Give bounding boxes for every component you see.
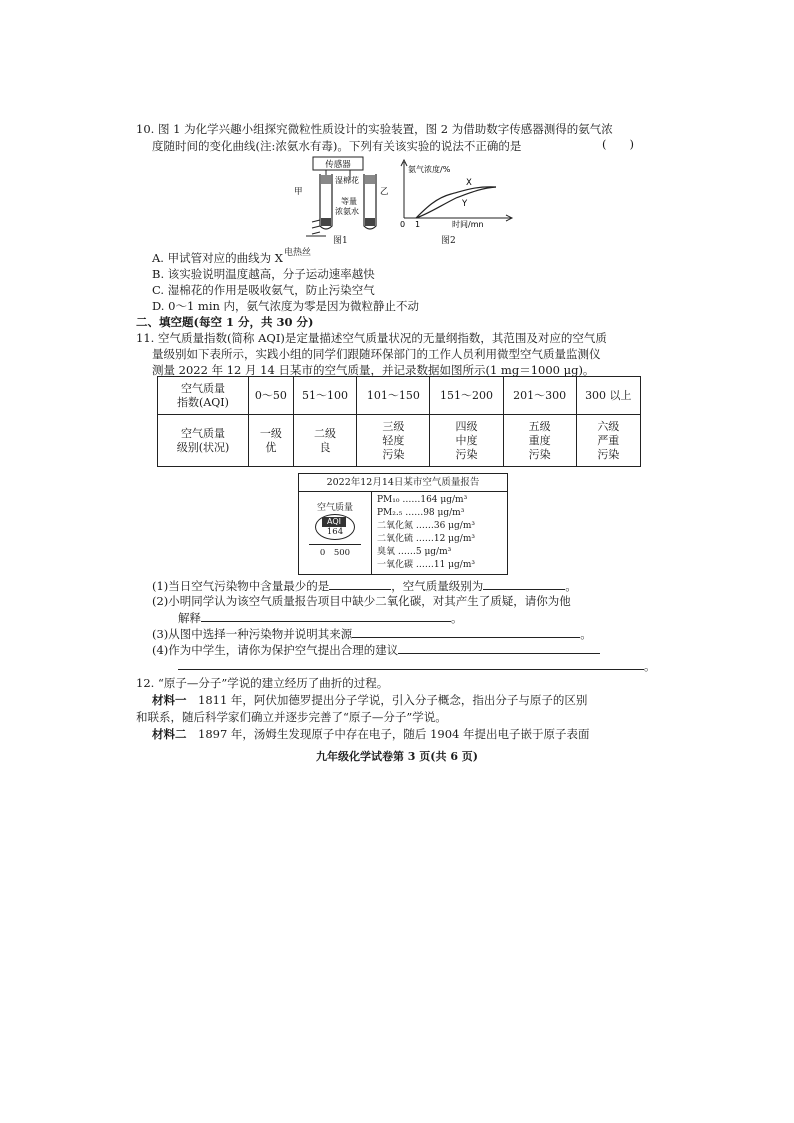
aqi-level-cell: 一级 优 <box>249 415 294 467</box>
fig1-sensor-label: 传感器 <box>325 160 351 170</box>
aqi-header-cell: 空气质量 指数(AQI) <box>158 377 249 415</box>
page-footer: 九年级化学试卷第 3 页(共 6 页) <box>315 750 479 763</box>
answer-blank-3[interactable] <box>201 609 451 622</box>
pollutant-item: 二氧化氮 ……36 μg/m³ <box>377 521 475 531</box>
aqi-level-cell: 五级 重度 污染 <box>503 415 576 467</box>
gauge-label: 空气质量 <box>316 503 353 513</box>
answer-blank-2[interactable] <box>483 577 565 590</box>
q12-material2-line1: 材料二 1897 年，汤姆生发现原子中存在电子，随后 1904 年提出电子嵌于原子表面 <box>152 727 590 741</box>
pollutant-item: PM₂.₅ ……98 μg/m³ <box>377 508 465 518</box>
fig1-wire-label: 电热丝 <box>284 248 312 258</box>
fig2-curve-y-label: Y <box>462 199 468 209</box>
gauge-aqi-label: AQI <box>322 517 346 527</box>
fig1-cotton-label: 湿棉花 <box>335 176 359 185</box>
answer-blank-1[interactable] <box>329 577 391 590</box>
fig2-caption: 图2 <box>441 236 456 246</box>
q11-stem-line2: 量级别如下表所示，实践小组的同学们跟随环保部门的工作人员利用微型空气质量监测仪 <box>152 347 601 361</box>
fig2-xtick-1: 1 <box>415 220 421 229</box>
gauge-scale: 0 500 <box>319 548 351 558</box>
aqi-range-cell: 101～150 <box>357 377 430 415</box>
q12-material1-line2: 和联系，随后科学家们确立并逐步完善了“原子—分子”学说。 <box>136 710 447 724</box>
aqi-range-cell: 300 以上 <box>576 377 640 415</box>
answer-blank-5[interactable] <box>398 641 600 654</box>
q11-sub3: (3)从图中选择一种污染物并说明其来源 。 <box>152 627 592 641</box>
fig2-xlabel: 时间/mn <box>452 220 484 229</box>
wet-cotton-right <box>365 175 375 184</box>
pollutant-item: 二氧化硫 ……12 μg/m³ <box>377 534 475 544</box>
q12-material1-line1: 材料一 1811 年，阿伏加德罗提出分子学说，引入分子概念，指出分子与原子的区别 <box>152 693 588 707</box>
q12-stem: 12. “原子—分子”学说的建立经历了曲折的过程。 <box>136 676 389 690</box>
q11-sub4: (4)作为中学生，请你为保护空气提出合理的建议 <box>152 641 600 658</box>
fig1-yi-label: 乙 <box>380 187 389 197</box>
q11-sub1: (1)当日空气污染物中含量最少的是 ，空气质量级别为 。 <box>152 579 577 593</box>
q10-stem-line2: 度随时间的变化曲线(注:浓氨水有毒)。下列有关该实验的说法不正确的是 <box>152 139 522 153</box>
figure2-graph <box>396 158 516 230</box>
aqi-level-row <box>158 415 641 467</box>
aqi-range-cell: 0～50 <box>249 377 294 415</box>
q10-stem-line1: 10. 图 1 为化学兴趣小组探究微粒性质设计的实验装置，图 2 为借助数字传感器测得的氨气浓 <box>136 122 613 136</box>
q10-option-d: D. 0～1 min 内，氨气浓度为零是因为微粒静止不动 <box>152 299 420 313</box>
answer-blank-6[interactable] <box>178 657 644 670</box>
q10-option-c: C. 湿棉花的作用是吸收氨气，防止污染空气 <box>152 283 375 297</box>
pollutant-item: PM₁₀ ……164 μg/m³ <box>377 495 468 505</box>
report-title: 2022年12月14日某市空气质量报告 <box>299 474 507 492</box>
aqi-range-cell: 151～200 <box>430 377 503 415</box>
q11-stem-line3: 测量 2022 年 12 月 14 日某市的空气质量，并记录数据如图所示(1 mg＝1000 μg)。 <box>152 363 595 377</box>
aqi-gauge <box>299 492 372 574</box>
aqi-level-cell: 四级 中度 污染 <box>430 415 503 467</box>
section2-title: 二、填空题(每空 1 分，共 30 分) <box>136 315 314 329</box>
pollutant-list <box>377 494 475 572</box>
aqi-level-cell: 三级 轻度 污染 <box>357 415 430 467</box>
aqi-level-table <box>157 376 641 467</box>
aqi-level-cell: 二级 良 <box>293 415 357 467</box>
gauge-value: 164 <box>326 527 344 537</box>
gauge-scale-line <box>309 544 361 545</box>
curve-y <box>416 187 496 218</box>
pollutant-item: 臭氧 ……5 μg/m³ <box>377 547 452 557</box>
aqi-range-cell: 201～300 <box>503 377 576 415</box>
q11-sub2-line2: 解释 。 <box>178 611 463 625</box>
q10-option-a: A. 甲试管对应的曲线为 X <box>152 251 283 265</box>
aqi-range-row <box>158 377 641 415</box>
pollutant-item: 一氧化碳 ……11 μg/m³ <box>377 560 475 570</box>
q11-sub4-line2: 。 <box>178 657 656 674</box>
aqi-level-cell: 六级 严重 污染 <box>576 415 640 467</box>
q10-option-b: B. 该实验说明温度越高，分子运动速率越快 <box>152 267 375 281</box>
fig2-xtick-0: 0 <box>400 220 406 229</box>
q10-answer-paren: ( ) <box>602 137 634 151</box>
fig1-equal-label: 等量 <box>341 197 357 206</box>
fig1-ammonia-label: 浓氨水 <box>335 207 359 216</box>
wet-cotton-left <box>321 175 331 184</box>
q11-sub2-line1: (2)小明同学认为该空气质量报告项目中缺少二氧化碳，对其产生了质疑，请你为他 <box>152 594 571 608</box>
answer-blank-4[interactable] <box>352 625 580 638</box>
aqi-range-cell: 51～100 <box>293 377 357 415</box>
q11-stem-line1: 11. 空气质量指数(简称 AQI)是定量描述空气质量状况的无量纲指数，其范围及对应的空气质 <box>136 331 607 345</box>
fig2-ylabel: 氨气浓度/% <box>408 165 451 174</box>
aqi-level-header-cell: 空气质量 级别(状况) <box>158 415 249 467</box>
figure1-apparatus <box>286 152 391 244</box>
fig1-caption: 图1 <box>333 236 348 246</box>
air-quality-report <box>298 473 508 575</box>
fig2-curve-x-label: X <box>466 178 472 188</box>
fig1-jia-label: 甲 <box>294 187 303 197</box>
